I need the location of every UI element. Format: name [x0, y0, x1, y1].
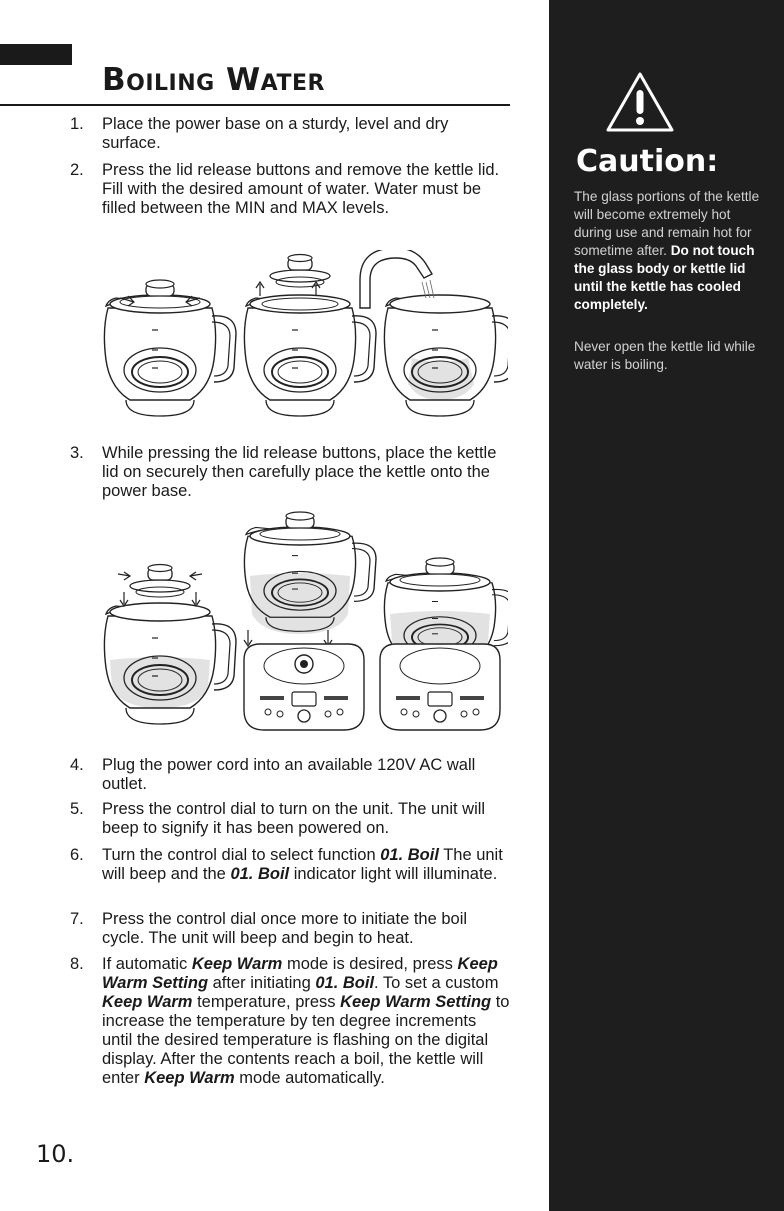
step-number: 7.: [70, 910, 84, 928]
page-title: Boiling Water: [102, 62, 325, 98]
step-text-part: to increase the temperature by ten degree increments until the desired temperature is flashing on the digital display. After the contents reach a boil, the kettle will enter: [102, 993, 510, 1087]
caution-note: Never open the kettle lid while water is boiling.: [574, 339, 756, 372]
step-text-part: If automatic: [102, 955, 192, 973]
illustration-remove-lid: [98, 250, 508, 430]
button-keep-warm-setting: Keep Warm Setting: [340, 993, 492, 1011]
step-text: [102, 846, 510, 884]
caution-text: The glass portions of the kettle will become extremely hot during use and remain hot for sometime after.: [574, 189, 760, 258]
step-8: [70, 955, 510, 1088]
step-number: 1.: [70, 115, 84, 133]
step-number: 4.: [70, 756, 84, 774]
step-text-part: . To set a custom: [374, 974, 499, 992]
illustration-assemble-kettle: [98, 508, 508, 738]
function-name-boil: 01. Boil: [230, 865, 290, 883]
step-text: Press the control dial to turn on the unit. The unit will beep to signify it has been powered on.: [102, 800, 486, 837]
step-text-part: mode is desired, press: [282, 955, 458, 973]
warning-triangle-icon: [604, 70, 676, 139]
step-number: 2.: [70, 161, 84, 179]
caution-body: [574, 188, 764, 314]
step-text: Press the control dial once more to initiate the boil cycle. The unit will beep and begin to heat.: [102, 910, 468, 947]
step-number: 6.: [70, 846, 84, 864]
step-number: 3.: [70, 444, 84, 462]
step-4: [70, 756, 510, 794]
button-keep-warm-setting: Keep Warm Setting: [102, 955, 498, 992]
step-1: [70, 115, 510, 153]
step-text-part: indicator light will illuminate.: [289, 865, 498, 883]
mode-keep-warm: Keep Warm: [191, 955, 283, 973]
step-5: [70, 800, 510, 838]
step-7: [70, 910, 510, 948]
step-3: [70, 444, 510, 501]
function-name-boil: 01. Boil: [315, 974, 375, 992]
page-number: 10.: [36, 1140, 75, 1168]
step-number: 5.: [70, 800, 84, 818]
step-text: [102, 955, 510, 1088]
mode-keep-warm: Keep Warm: [102, 993, 193, 1011]
step-text-part: mode automatically.: [234, 1069, 385, 1087]
title-rule: [0, 104, 510, 106]
caution-title: Caution:: [576, 144, 719, 179]
function-name-boil: 01. Boil: [380, 846, 439, 864]
section-tab-marker: [0, 44, 72, 65]
caution-warning-strong: Do not touch the glass body or kettle lid until the kettle has cooled completely.: [574, 243, 755, 312]
step-text-part: temperature, press: [192, 993, 341, 1011]
step-text: Place the power base on a sturdy, level and dry surface.: [102, 115, 449, 152]
step-text: While pressing the lid release buttons, place the kettle lid on securely then carefully place the kettle onto the power base.: [102, 444, 497, 500]
step-text: Plug the power cord into an available 120V AC wall outlet.: [102, 756, 476, 793]
mode-keep-warm: Keep Warm: [144, 1069, 235, 1087]
step-number: 8.: [70, 955, 84, 973]
step-2: [70, 161, 510, 218]
caution-sidebar: [549, 0, 784, 1211]
step-text-part: The unit will beep and the: [102, 846, 503, 883]
step-6: [70, 846, 510, 884]
step-text: Press the lid release buttons and remove the kettle lid. Fill with the desired amount of water. Water must be filled between the MIN and MAX levels.: [102, 161, 500, 217]
step-text-part: Turn the control dial to select function: [102, 846, 381, 864]
step-text-part: after initiating: [208, 974, 316, 992]
